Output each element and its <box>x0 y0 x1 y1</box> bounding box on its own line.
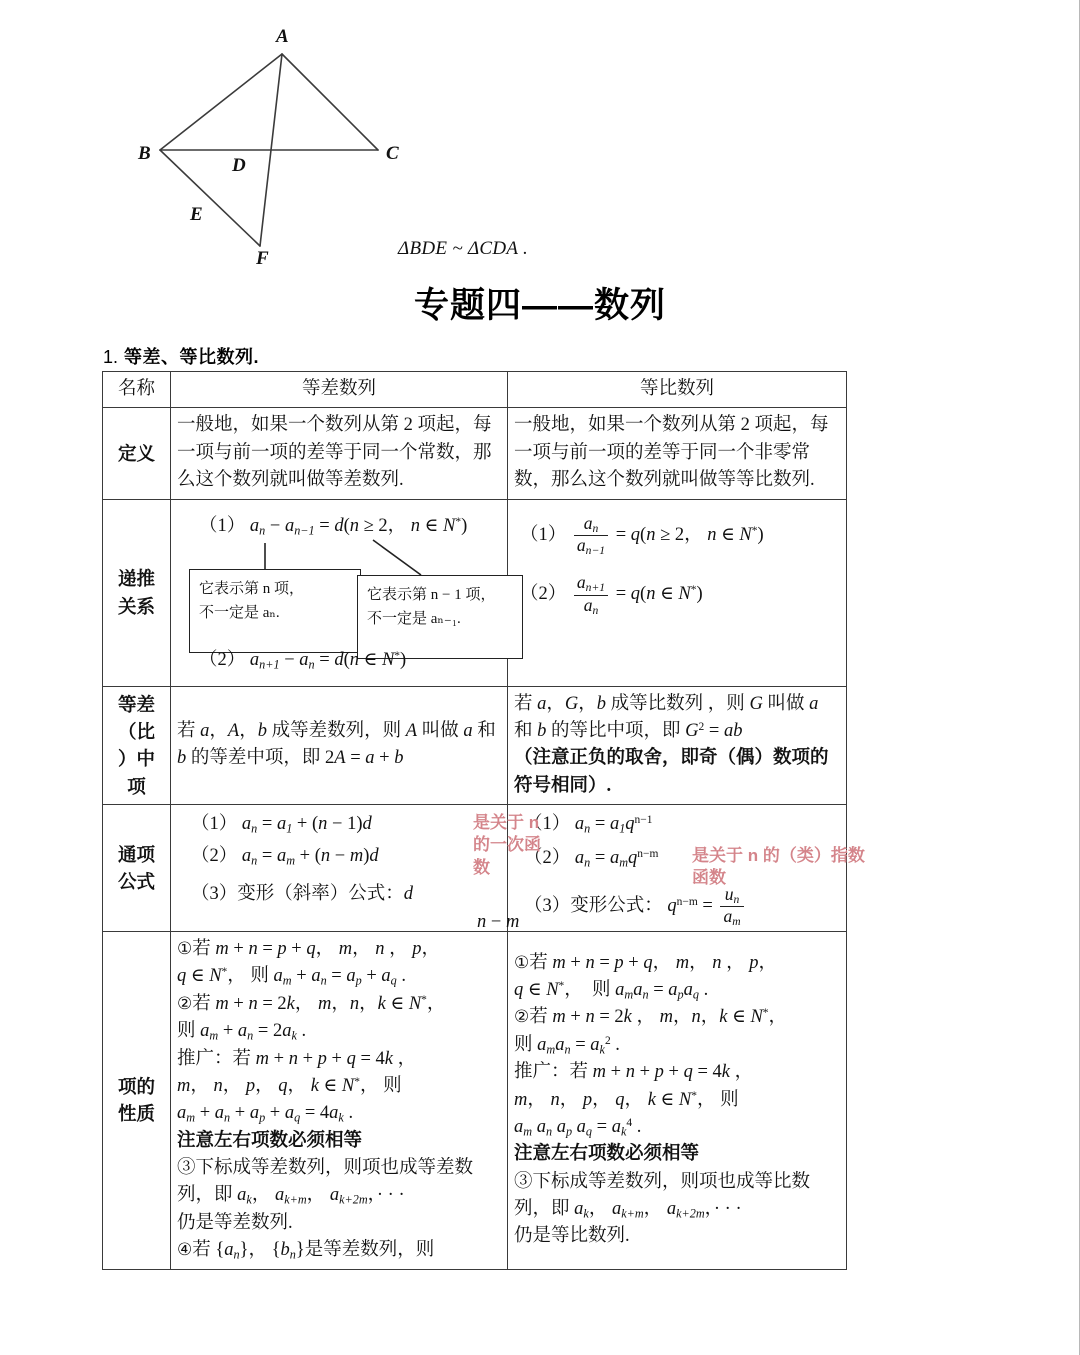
segment-AB <box>160 54 282 150</box>
general-term-arith-3-prefix: （3）变形（斜率）公式： <box>191 884 404 904</box>
prop-arith-ext: 推广：若 m + n + p + q = 4k ， <box>177 1048 417 1069</box>
prop-arith-2: ②若 m + n = 2k， m，n，k ∈ N*， <box>177 993 446 1014</box>
prop-geo-1b: q ∈ N*， 则 aman = apaq . <box>514 980 709 1002</box>
table-row-general-term <box>103 805 847 932</box>
prop-geo-3: ③下标成等差数列，则项也成等比数列，即 ak， ak+m， ak+2m，· · · <box>514 1171 811 1221</box>
prop-arith-4: ④若 {an}， {bn}是等差数列，则 <box>177 1240 435 1262</box>
callout-nm1-line1: 它表示第 n − 1 项， <box>367 586 496 603</box>
prop-geo-ext: 推广：若 m + n + p + q = 4k ， <box>514 1062 754 1083</box>
general-term-geometric <box>508 805 865 932</box>
segment-AC <box>282 54 378 150</box>
prop-geo-ext-c: am an ap aq = $ak^4$ . <box>514 1116 642 1139</box>
prop-arith-3: ③下标成等差数列，则项也成等差数列，即 ak， ak+m， ak+2m，· · · <box>177 1158 474 1207</box>
prop-geo-note: 注意左右项数必须相等 <box>514 1144 700 1165</box>
callout-nm1-line2: 不一定是 aₙ₋₁. <box>367 610 461 627</box>
definition-arithmetic: 一般地，如果一个数列从第 2 项起，每一项与前一项的差等于同一个常数，那么这个数列就叫做等差数列. <box>171 408 508 499</box>
rowlabel-general-term: 通项 公式 <box>103 805 171 932</box>
general-term-arith-2: （2） an = am + (n − m)d <box>191 846 379 868</box>
definition-geometric: 一般地，如果一个数列从第 2 项起，每一项与前一项的差等于同一个非零常数，那么这个数列就叫做等等比数列. <box>508 408 847 499</box>
properties-geometric <box>508 932 847 1270</box>
general-term-arithmetic <box>171 805 541 932</box>
similarity-conclusion: ΔBDE ~ ΔCDA . <box>398 238 529 259</box>
prop-geo-3-text: ③下标成等差数列，则项也成等比数列，即 <box>514 1171 811 1220</box>
section-title: 等差、等比数列. <box>124 347 260 367</box>
callout-box-n-term <box>189 569 361 653</box>
vertex-label-E: E <box>190 204 203 225</box>
general-term-geo-3-prefix: （3）变形公式： <box>524 896 663 917</box>
mean-term-arithmetic <box>171 686 508 805</box>
vertex-label-A: A <box>276 26 289 47</box>
prop-arith-3b: 仍是等差数列. <box>177 1212 293 1233</box>
rowlabel-recurrence: 递推 关系 <box>103 499 171 686</box>
header-arithmetic: 等差数列 <box>171 372 508 408</box>
prop-geo-ext-b: m， n， p， q， k ∈ N*， 则 <box>514 1089 739 1110</box>
mean-term-geometric <box>508 686 847 805</box>
general-term-arith-3: （3）变形（斜率）公式：d <box>191 884 414 904</box>
header-label: 名称 <box>103 372 171 408</box>
prop-geo-3b: 仍是等比数列. <box>514 1226 630 1247</box>
vertex-label-D: D <box>232 155 246 176</box>
red-annotation-exponential-function: 是关于 n 的（类）指数函数 <box>692 846 865 888</box>
vertex-label-F: F <box>256 248 269 269</box>
prop-arith-ext-b: m， n， p， q， k ∈ N*， 则 <box>177 1075 402 1096</box>
prop-arith-3-text: ③下标成等差数列，则项也成等差数列，即 <box>177 1158 474 1206</box>
prop-geo-1: ①若 m + n = p + q， m， n ， p， <box>514 952 778 973</box>
recurrence-arithmetic <box>171 499 508 686</box>
geometry-figure-svg <box>120 24 450 274</box>
vertex-label-C: C <box>386 143 399 164</box>
recurrence-geo-formula-1: （1） $\frac{an}{an-1}$ = q(n ≥ 2， n ∈ N*) <box>520 512 764 558</box>
section-heading <box>103 343 259 369</box>
recurrence-geometric <box>508 499 847 686</box>
general-term-geo-2: （2） an = amq$^{n-m}$ <box>524 848 659 870</box>
mean-term-geometric-text: 若 a，G，b 成等比数列 ，则 G 叫做 a 和 b 的等比中项，即 $G^2$ = ab <box>514 693 819 741</box>
rowlabel-properties: 项的 性质 <box>103 932 171 1270</box>
prop-arith-1: ①若 m + n = p + q， m， n ， p， <box>177 939 441 959</box>
table-row-mean-term <box>103 686 847 805</box>
prop-arith-ext-c: am + an + ap + aq = 4ak . <box>177 1103 354 1125</box>
prop-arith-2b: 则 am + an = 2ak . <box>177 1021 307 1043</box>
mean-term-geometric-note: （注意正负的取舍，即奇（偶）数项的符号相同）. <box>514 748 829 796</box>
general-term-geo-3: （3）变形公式： $q^{n-m}$ = $\frac{un}{am}$ <box>524 885 747 929</box>
rowlabel-definition: 定义 <box>103 408 171 499</box>
recurrence-formula-2: （2） an+1 − an = d(n ∈ N*) <box>199 649 407 671</box>
general-term-arith-1: （1） an = a1 + (n − 1)d <box>191 814 372 836</box>
table-row-properties <box>103 932 847 1270</box>
callout-n-line2: 不一定是 aₙ. <box>199 604 280 621</box>
table-row-recurrence <box>103 499 847 686</box>
vertex-label-B: B <box>138 143 151 164</box>
prop-arith-note: 注意左右项数必须相等 <box>177 1130 363 1151</box>
geometry-figure <box>120 24 450 274</box>
prop-arith-4-text: 是等差数列，则 <box>304 1240 435 1261</box>
recurrence-geo-formula-2: （2） $\frac{an+1}{an}$ = q(n ∈ N*) <box>520 572 703 617</box>
mean-term-arithmetic-text: 若 a，A，b 成等差数列，则 A 叫做 a 和 b 的等差中项，即 2A = a + b <box>177 720 496 769</box>
general-term-geo-1: （1） an = $a1q^{n-1}$ <box>524 814 653 836</box>
general-term-arith-3-denominator: n − m <box>477 912 520 932</box>
callout-n-line1: 它表示第 n 项， <box>199 580 305 597</box>
recurrence-formula-1: （1） an − an−1 = d(n ≥ 2， n ∈ N*) <box>199 515 468 537</box>
red-annotation-linear-function: 是关于 n 的一次函数 <box>473 813 541 877</box>
table-row-definition <box>103 408 847 499</box>
properties-arithmetic <box>171 932 508 1270</box>
prop-geo-2: ②若 m + n = 2k ， m，n，k ∈ N*， <box>514 1007 788 1028</box>
prop-geo-2b: 则 aman = $ak^2$ . <box>514 1034 620 1057</box>
table-header-row <box>103 372 847 408</box>
section-number: 1. <box>103 347 119 367</box>
rowlabel-mean-term: 等差 （比 ）中 项 <box>103 686 171 805</box>
header-geometric: 等比数列 <box>508 372 847 408</box>
prop-arith-1b: q ∈ N*， 则 am + an = ap + aq . <box>177 966 407 988</box>
sequences-comparison-table <box>102 371 865 1270</box>
page-title: 专题四——数列 <box>413 286 666 325</box>
